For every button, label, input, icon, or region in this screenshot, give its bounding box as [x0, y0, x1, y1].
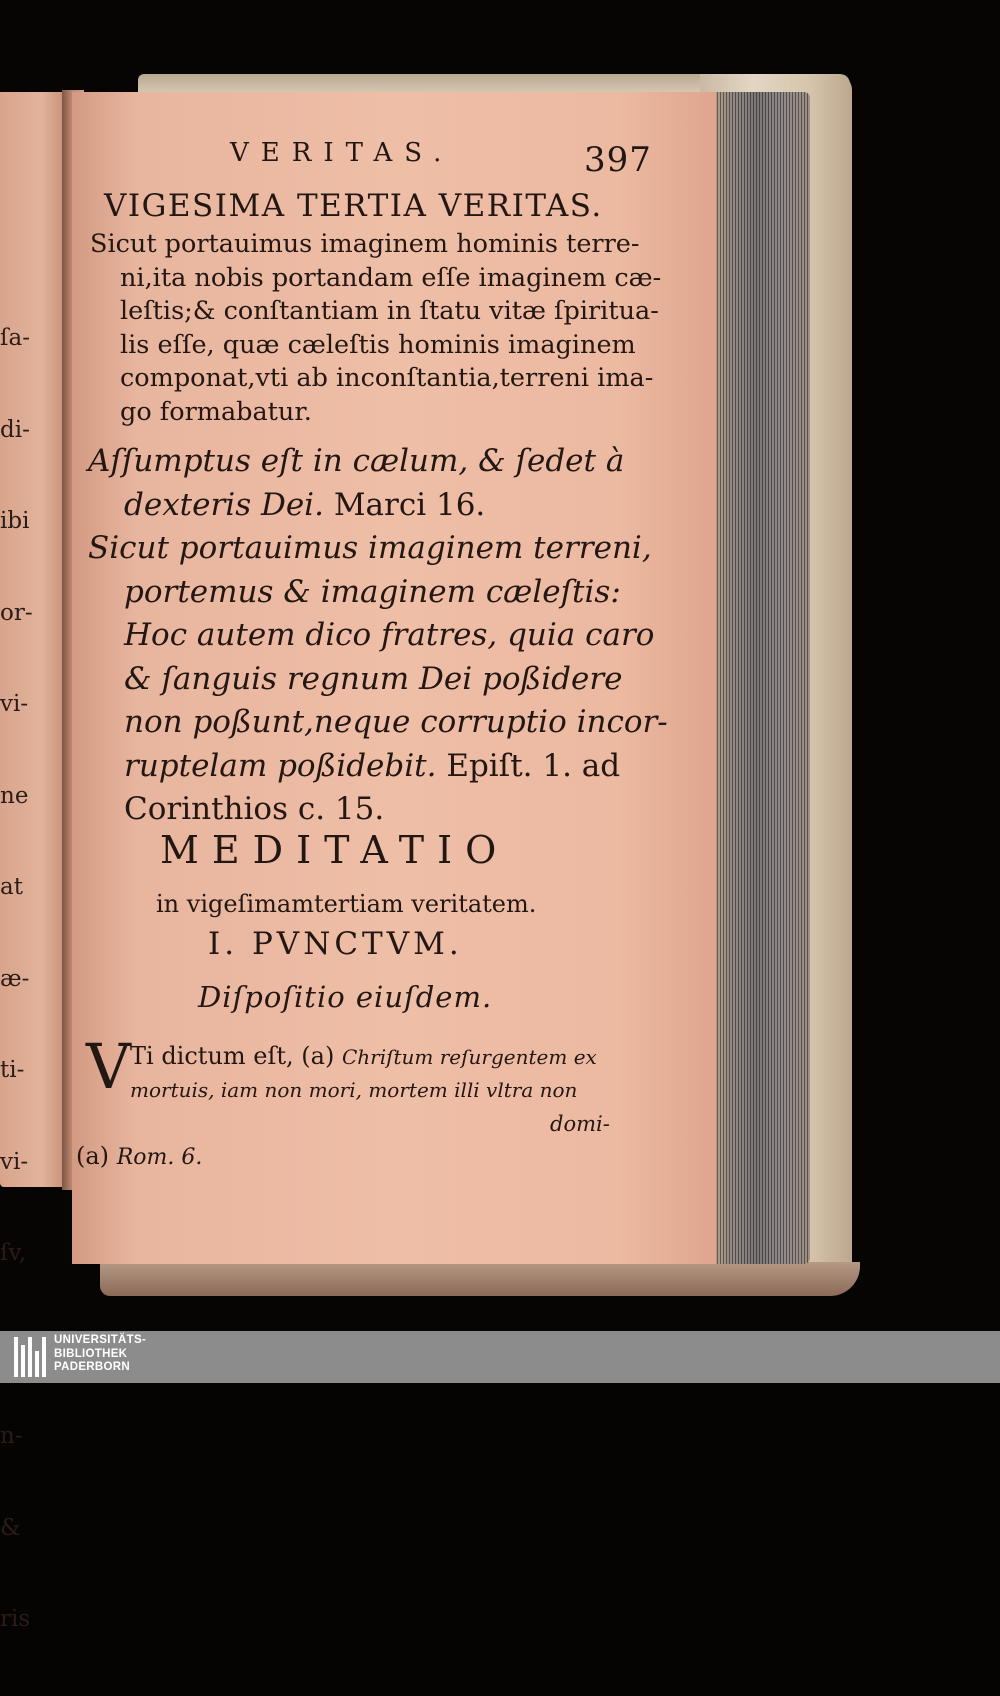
book-page-397: [72, 92, 716, 1264]
footnote-reference: Rom. 6.: [116, 1145, 203, 1170]
text-line: componat,vti ab inconſtantia,terreni ima-: [120, 363, 654, 393]
drop-cap: V: [86, 1030, 131, 1103]
library-name-line: UNIVERSITÄTS-: [54, 1334, 147, 1346]
fragment-line: vi-: [0, 1148, 29, 1175]
fragment-line: di-: [0, 416, 30, 443]
dispositio-heading: Diſpoſitio eiuſdem.: [198, 980, 493, 1014]
footnote: [76, 1142, 202, 1170]
body-italic: mortuis, iam non mori, mortem illi vltra non: [130, 1078, 578, 1102]
quote-text: ruptelam poßidebit.: [124, 747, 437, 784]
scripture-reference: Marci 16.: [333, 486, 486, 523]
fragment-line: ris: [0, 1606, 31, 1632]
body-line: [130, 1040, 630, 1073]
chapter-title: VIGESIMA TERTIA VERITAS.: [104, 188, 603, 224]
meditatio-subtitle: in vigeſimamtertiam veritatem.: [156, 890, 537, 918]
meditatio-heading: MEDITATIO: [160, 828, 510, 872]
text-line: lis eſſe, quæ cæleſtis hominis imaginem: [120, 329, 636, 360]
quote-line: Aſſumptus eſt in cælum, & ſedet à: [88, 443, 625, 479]
fragment-line: n-: [0, 1423, 23, 1449]
quote-line: Sicut portauimus imaginem terreni,: [88, 530, 652, 566]
library-name-line: PADERBORN: [54, 1361, 130, 1373]
scripture-quotation: [88, 440, 668, 832]
library-name-line: BIBLIOTHEK: [54, 1347, 128, 1360]
catchword: domi-: [550, 1112, 610, 1136]
previous-page-fragments: [0, 262, 40, 1696]
fragment-line: ibi: [0, 508, 30, 534]
library-logo-icon: [14, 1337, 46, 1377]
previous-page-edge: [0, 92, 70, 1632]
quote-text: dexteris Dei.: [124, 486, 324, 523]
page-number: 397: [584, 140, 652, 180]
footnote-mark: (a): [76, 1142, 110, 1170]
quote-line: [88, 745, 658, 789]
fragment-line: &: [0, 1514, 21, 1541]
page-edges-stack: [714, 92, 810, 1264]
fragment-line: or-: [0, 599, 33, 626]
cover-bottom-edge: [100, 1262, 860, 1296]
body-italic: Chriſtum reſurgentem ex: [341, 1045, 597, 1069]
fragment-line: vi-: [0, 691, 29, 717]
quote-line: & ſanguis regnum Dei poßidere: [124, 660, 623, 697]
quote-line: portemus & imaginem cæleſtis:: [124, 573, 621, 610]
fragment-line: at: [0, 874, 23, 900]
fragment-line: ne: [0, 782, 29, 809]
body-line: [130, 1073, 630, 1106]
text-line: go formabatur.: [120, 396, 312, 427]
running-head: VERITAS.: [230, 138, 454, 168]
text-line: Sicut portauimus imaginem hominis terre-: [90, 229, 640, 259]
fragment-line: æ-: [0, 965, 30, 992]
fragment-line: ti-: [0, 1057, 25, 1083]
scripture-reference: Corinthios c. 15.: [124, 791, 385, 827]
fragment-line: ſa-: [0, 325, 30, 351]
scripture-reference: Epiſt. 1. ad: [446, 747, 621, 784]
library-name: [54, 1334, 146, 1375]
proposition-text: [90, 228, 662, 429]
body-roman: Ti dictum eſt, (a): [130, 1042, 335, 1070]
text-line: leſtis;& conſtantiam in ſtatu vitæ ſpiritua-: [120, 296, 659, 326]
body-text: [130, 1040, 630, 1106]
quote-line: Hoc autem dico fratres, quia caro: [124, 617, 655, 653]
fragment-line: ſv,: [0, 1240, 27, 1266]
quote-line: [88, 484, 658, 528]
library-footer: [0, 1331, 1000, 1383]
punctum-heading: I. PVNCTVM.: [208, 926, 463, 962]
quote-line: non poßunt,neque corruptio incor-: [124, 704, 668, 740]
text-line: ni,ita nobis portandam eſſe imaginem cæ-: [120, 262, 662, 293]
